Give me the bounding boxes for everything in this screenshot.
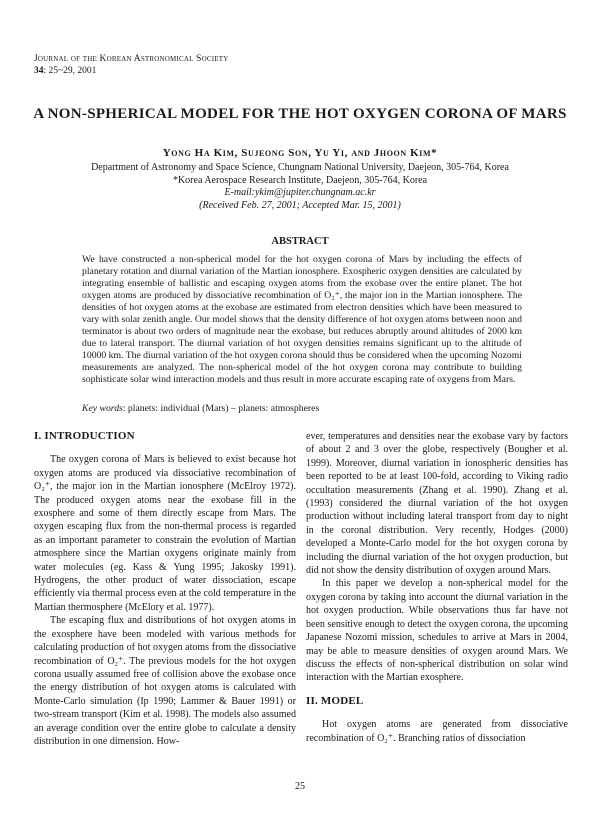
intro-paragraph-3: ever, temperatures and densities near the exobase vary by factors of about 2 and 3 over the globe, respectively (Bougher et al. 1999). Moreover, diurnal variation in ionospheric densities has been reported to be at least 100-fold, according to Viking radio occultation measurements (Zhang et al. 1990). Zhang et al. (1993) considered the diurnal variation of the hot oxygen production without including lateral transport from day to night in the coronal distribution. Very recently, Hodges (2000) developed a Monte-Carlo model for the hot oxygen corona by including the diurnal variation of the hot oxygen production, but did not show the density distribution of oxygen around Mars. xyxy=(306,431,568,577)
page-number: 25 xyxy=(295,781,305,792)
introduction-heading: I. INTRODUCTION xyxy=(34,430,135,442)
model-heading: II. MODEL xyxy=(306,694,364,707)
journal-name: Journal of the Korean Astronomical Society xyxy=(34,54,229,64)
affiliation-secondary: *Korea Aerospace Research Institute, Daejeon, 305-764, Korea xyxy=(172,174,428,186)
affiliation-block xyxy=(0,162,600,212)
journal-volume: 34 xyxy=(34,66,44,76)
abstract-text: We have constructed a non-spherical model for the hot oxygen corona of Mars by including the effects of planetary rotation and diurnal variation of the Martian ionosphere. Exospheric oxygen densities are calculated by integrating ensemble of ballistic and escaping oxygen atoms from the exobase over the entire planet. The hot oxygen atoms are produced by dissociative recombination of O₂⁺, the major ion in the Martian ionosphere. The densities of hot oxygen atoms at the exobase are estimated from electron densities which have been measured to vary with solar zenith angle. Our model shows that the density difference of hot oxygen atoms between noon and terminator is about two orders of magnitude near the exobase, but reduces abruptly around altitudes of 2000 km due to lateral transport. The diurnal variation of hot oxygen densities remains significant up to the altitude of 10000 km. The diurnal variation of the hot oxygen corona should thus be considered when the upcoming Nozomi measurements are analyzed. The non-spherical model of the hot oxygen corona may contribute to building sophisticate solar wind interaction models and thus result in more accurate escaping rate of oxygens from Mars. xyxy=(82,254,522,385)
paper-title: A NON-SPHERICAL MODEL FOR THE HOT OXYGEN CORONA OF MARS xyxy=(33,106,567,122)
intro-paragraph-4: In this paper we develop a non-spherical model for the oxygen corona by taking into account the diurnal variation in the hot oxygen production. While observations thus far have not been sensitive enough to detect the oxygen corona, the upcoming Japanese Nozomi mission, schedules to arrive at Mars in 2004, may be able to measure densities of oxygen around Mars. We discuss the effects of non-spherical distribution on solar wind interaction with the Martian exosphere. xyxy=(306,578,568,684)
keywords-text: : planets: individual (Mars) – planets: atmospheres xyxy=(122,403,320,414)
journal-header xyxy=(34,53,229,77)
intro-paragraph-1: The oxygen corona of Mars is believed to exist because hot oxygen atoms are produced via dissociative recombination of O₂⁺, the major ion in the Martian ionosphere (McElroy 1972). The produced oxygen atoms near the exobase fill in the exosphere and some of them directly escape from Mars. The oxygen escaping flux from the non-thermal process is regarded as an important parameter to constrain the evolution of Martian atmosphere since the Martian oxygens originate mainly from water molecules (eg. Kass & Yung 1995; Jakosky 1991). Hydrogens, the other product of water dissociation, escape efficiently via thermal process even at the cold temperature in the Martian thermosphere (McElory et al. 1977). xyxy=(34,454,296,613)
received-dates: (Received Feb. 27, 2001; Accepted Mar. 15, 2001) xyxy=(199,199,401,211)
journal-volume-line xyxy=(34,65,229,77)
right-column xyxy=(306,430,568,745)
abstract-heading: ABSTRACT xyxy=(271,236,329,247)
model-paragraph-1: Hot oxygen atoms are generated from dissociative recombination of O₂⁺. Branching ratios of dissociation xyxy=(306,719,568,744)
section-gap xyxy=(306,685,568,695)
keywords-label: Key words xyxy=(82,403,123,414)
affiliation-primary: Department of Astronomy and Space Science, Chungnam National University, Daejeon, 305-764, Korea xyxy=(91,162,509,173)
author-email: E-mail:ykim@jupiter.chungnam.ac.kr xyxy=(224,187,376,198)
left-column xyxy=(34,430,296,748)
journal-pages: : 25~29, 2001 xyxy=(43,66,97,76)
intro-paragraph-2: The escaping flux and distributions of hot oxygen atoms in the exosphere have been modeled with various methods for calculating production of hot oxygen atoms from the dissociative recombination of O₂⁺. The previous models for the hot oxygen corona usually assumed free of collision above the exobase once the energy distribution of hot oxygen atoms is calculated with Monte-Carlo simulation (Ip 1990; Lammer & Bauer 1991) or two-stream transport (Kim et al. 1998). The models also assumed an average condition over the entire globe to calculate a density distribution in one dimension. How- xyxy=(34,615,296,747)
author-list: Yong Ha Kim, Sujeong Son, Yu Yi, and Jhoon Kim* xyxy=(162,147,438,159)
keywords xyxy=(82,403,522,414)
